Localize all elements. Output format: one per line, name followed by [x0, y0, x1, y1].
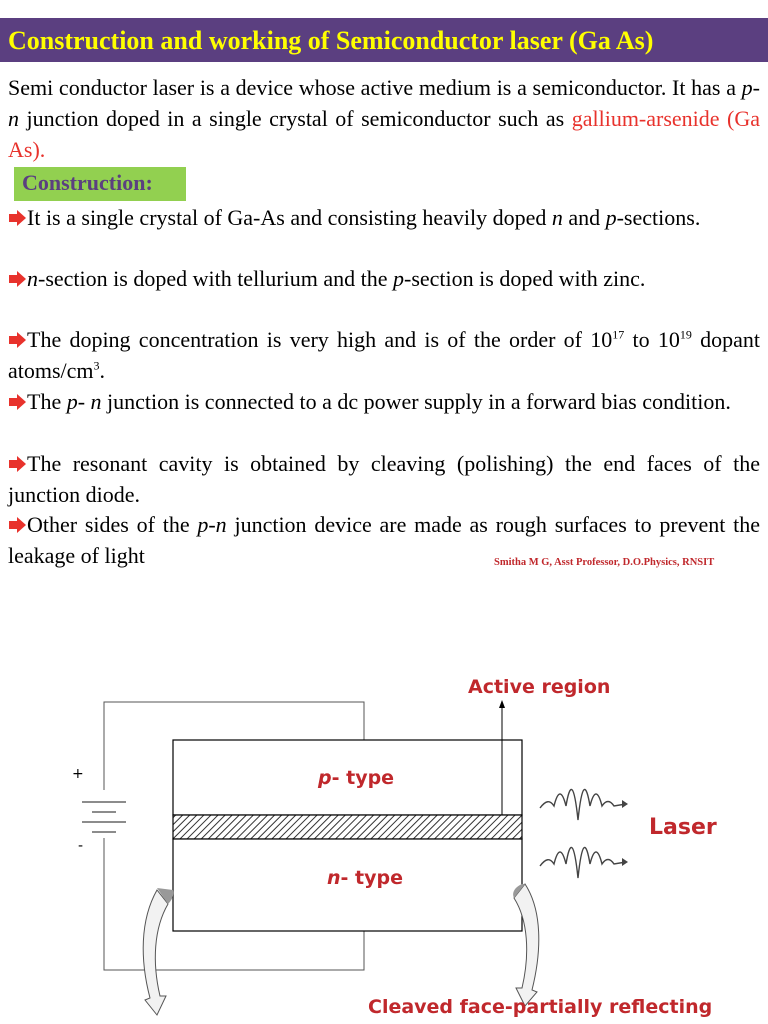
intro-text: Semi conductor laser is a device whose active medium is a semiconductor. It has a [8, 75, 742, 100]
intro-highlight: gallium-arsenide (Ga As). [8, 106, 761, 162]
intro-pn: p-n [8, 75, 760, 131]
cleaved-face-arrow-right [514, 884, 539, 1006]
active-region-arrowhead [499, 700, 505, 708]
bullet-item: The doping concentration is very high and is of the order of $10^{17}$ to $10^{19}$ dopant atoms/$cm^3$. [8, 327, 760, 383]
battery-negative-label: - [78, 838, 84, 854]
bullet-item: Other sides of the p-n junction device are made as rough surfaces to prevent the leakage of light [8, 512, 761, 568]
active-region-layer [173, 815, 522, 839]
bullet-item: The resonant cavity is obtained by cleaving (polishing) the end faces of the junction diode. [8, 451, 760, 507]
battery-positive-label: + [72, 766, 84, 782]
p-type-label: p- type [318, 767, 395, 789]
cleaved-face-label: Cleaved face-partially reflecting [368, 996, 713, 1018]
active-region-label: Active region [468, 676, 611, 698]
page-title: Construction and working of Semiconductor laser (Ga As) [8, 26, 654, 55]
cleaved-face-arrow-left [143, 890, 168, 1015]
laser-wave-icon [540, 847, 626, 878]
battery-icon [82, 802, 126, 832]
construction-label: Construction: [22, 170, 153, 195]
laser-wave-icon [540, 789, 626, 820]
bullet-item: It is a single crystal of Ga-As and consisting heavily doped n and p-sections. [8, 202, 760, 233]
n-type-label: n- type [327, 867, 403, 889]
author-credit: Smitha M G, Asst Professor, D.O.Physics, RNSIT [494, 557, 715, 568]
bullet-item: n-section is doped with tellurium and the p-section is doped with zinc. [8, 263, 760, 294]
bullet-item: The p- n junction is connected to a dc power supply in a forward bias condition. [8, 386, 760, 417]
laser-label: Laser [649, 815, 717, 840]
intro-text-2: junction doped in a single crystal of semiconductor such as [19, 106, 572, 131]
